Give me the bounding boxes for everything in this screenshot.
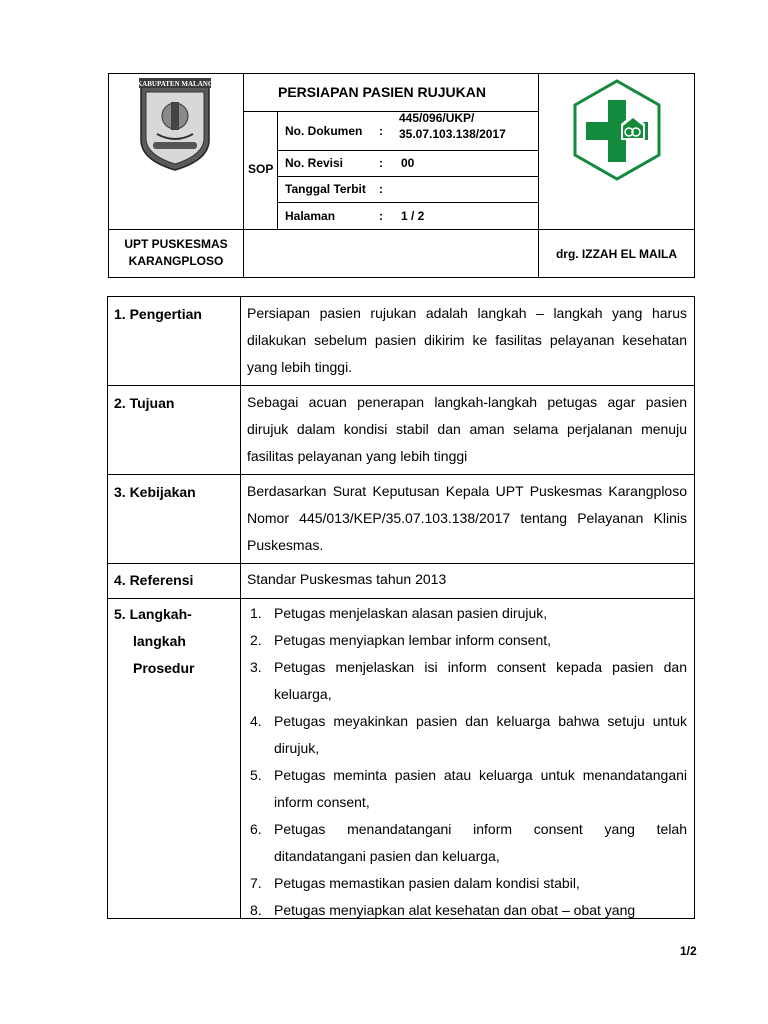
step-text: Petugas menjelaskan isi inform consent kepada pasien dan keluarga,	[274, 659, 687, 702]
divider	[538, 74, 539, 229]
procedure-label-line: langkah	[133, 633, 186, 649]
organization-name	[109, 236, 243, 270]
step-number: 2.	[250, 632, 262, 648]
divider	[109, 229, 694, 230]
step-text: Petugas menjelaskan alasan pasien dirujuk,	[274, 605, 548, 621]
step-number: 1.	[250, 605, 262, 621]
header-table	[108, 73, 695, 278]
document-number-value: 445/096/UKP/ 35.07.103.138/2017	[399, 111, 506, 141]
document-title: PERSIAPAN PASIEN RUJUKAN	[278, 84, 486, 100]
svg-text:KABUPATEN MALANG: KABUPATEN MALANG	[137, 80, 213, 88]
list-item	[247, 897, 687, 918]
organization-line: KARANGPLOSO	[128, 254, 224, 268]
list-item	[247, 627, 687, 654]
revision-value: 00	[401, 156, 415, 170]
page-number: 1/2	[680, 944, 697, 958]
list-item	[247, 654, 687, 708]
content-table	[107, 296, 695, 919]
step-number: 6.	[250, 821, 262, 837]
step-number: 3.	[250, 659, 262, 675]
kabupaten-malang-logo	[137, 76, 213, 172]
field-label: Halaman	[285, 209, 336, 223]
organization-line: UPT PUSKESMAS	[124, 237, 228, 251]
field-colon: :	[379, 209, 383, 223]
field-label: No. Dokumen	[285, 124, 363, 138]
step-text: Petugas meyakinkan pasien dan keluarga bahwa setuju untuk dirujuk,	[274, 713, 687, 756]
step-text: Petugas menandatangani inform consent yang telah ditandatangani pasien dan keluarga,	[274, 821, 687, 864]
procedure-steps	[247, 600, 687, 918]
section-text-kebijakan: Berdasarkan Surat Keputusan Kepala UPT Puskesmas Karangploso Nomor 445/013/KEP/35.07.103.138/2017 tentang Pelayanan Klinis Puskesmas.	[247, 483, 687, 553]
list-item	[247, 600, 687, 627]
step-number: 4.	[250, 713, 262, 729]
divider	[277, 202, 538, 203]
section-label-referensi: 4. Referensi	[114, 572, 194, 588]
page-value: 1 / 2	[401, 209, 425, 223]
list-item	[247, 816, 687, 870]
section-text-pengertian: Persiapan pasien rujukan adalah langkah – langkah yang harus dilakukan sebelum pasien dikirim ke fasilitas pelayanan kesehatan yang lebih tinggi.	[247, 305, 687, 375]
step-number: 7.	[250, 875, 262, 891]
field-label: No. Revisi	[285, 156, 344, 170]
divider	[240, 297, 241, 918]
procedure-label-line: Prosedur	[133, 660, 195, 676]
section-label-kebijakan: 3. Kebijakan	[114, 484, 196, 500]
divider	[108, 474, 694, 475]
divider	[243, 74, 244, 277]
step-text: Petugas memastikan pasien dalam kondisi stabil,	[274, 875, 580, 891]
procedure-label-line: 5. Langkah-	[114, 606, 192, 622]
section-text-referensi: Standar Puskesmas tahun 2013	[247, 571, 447, 587]
field-colon: :	[379, 156, 383, 170]
step-text: Petugas meminta pasien atau keluarga untuk menandatangani inform consent,	[274, 767, 687, 810]
section-text-tujuan: Sebagai acuan penerapan langkah-langkah petugas agar pasien dirujuk dalam kondisi stabil dan aman selama perjalanan menuju fasilitas pelayanan yang lebih tinggi	[247, 394, 687, 464]
step-number: 8.	[250, 902, 262, 918]
section-label-pengertian: 1. Pengertian	[114, 306, 202, 322]
divider	[277, 150, 538, 151]
divider	[108, 598, 694, 599]
divider	[277, 176, 538, 177]
step-text: Petugas menyiapkan lembar inform consent,	[274, 632, 552, 648]
section-label-tujuan: 2. Tujuan	[114, 395, 175, 411]
field-colon: :	[379, 182, 383, 196]
signatory-name: drg. IZZAH EL MAILA	[555, 247, 678, 261]
field-colon: :	[379, 124, 383, 138]
list-item	[247, 870, 687, 897]
divider	[277, 112, 278, 229]
section-label-prosedur	[114, 601, 194, 682]
divider	[108, 563, 694, 564]
step-text: Petugas menyiapkan alat kesehatan dan obat – obat yang	[274, 902, 636, 918]
sop-label: SOP	[248, 162, 274, 176]
list-item	[247, 762, 687, 816]
puskesmas-logo	[571, 78, 663, 182]
step-number: 5.	[250, 767, 262, 783]
field-label: Tanggal Terbit	[285, 182, 366, 196]
divider	[108, 385, 694, 386]
list-item	[247, 708, 687, 762]
